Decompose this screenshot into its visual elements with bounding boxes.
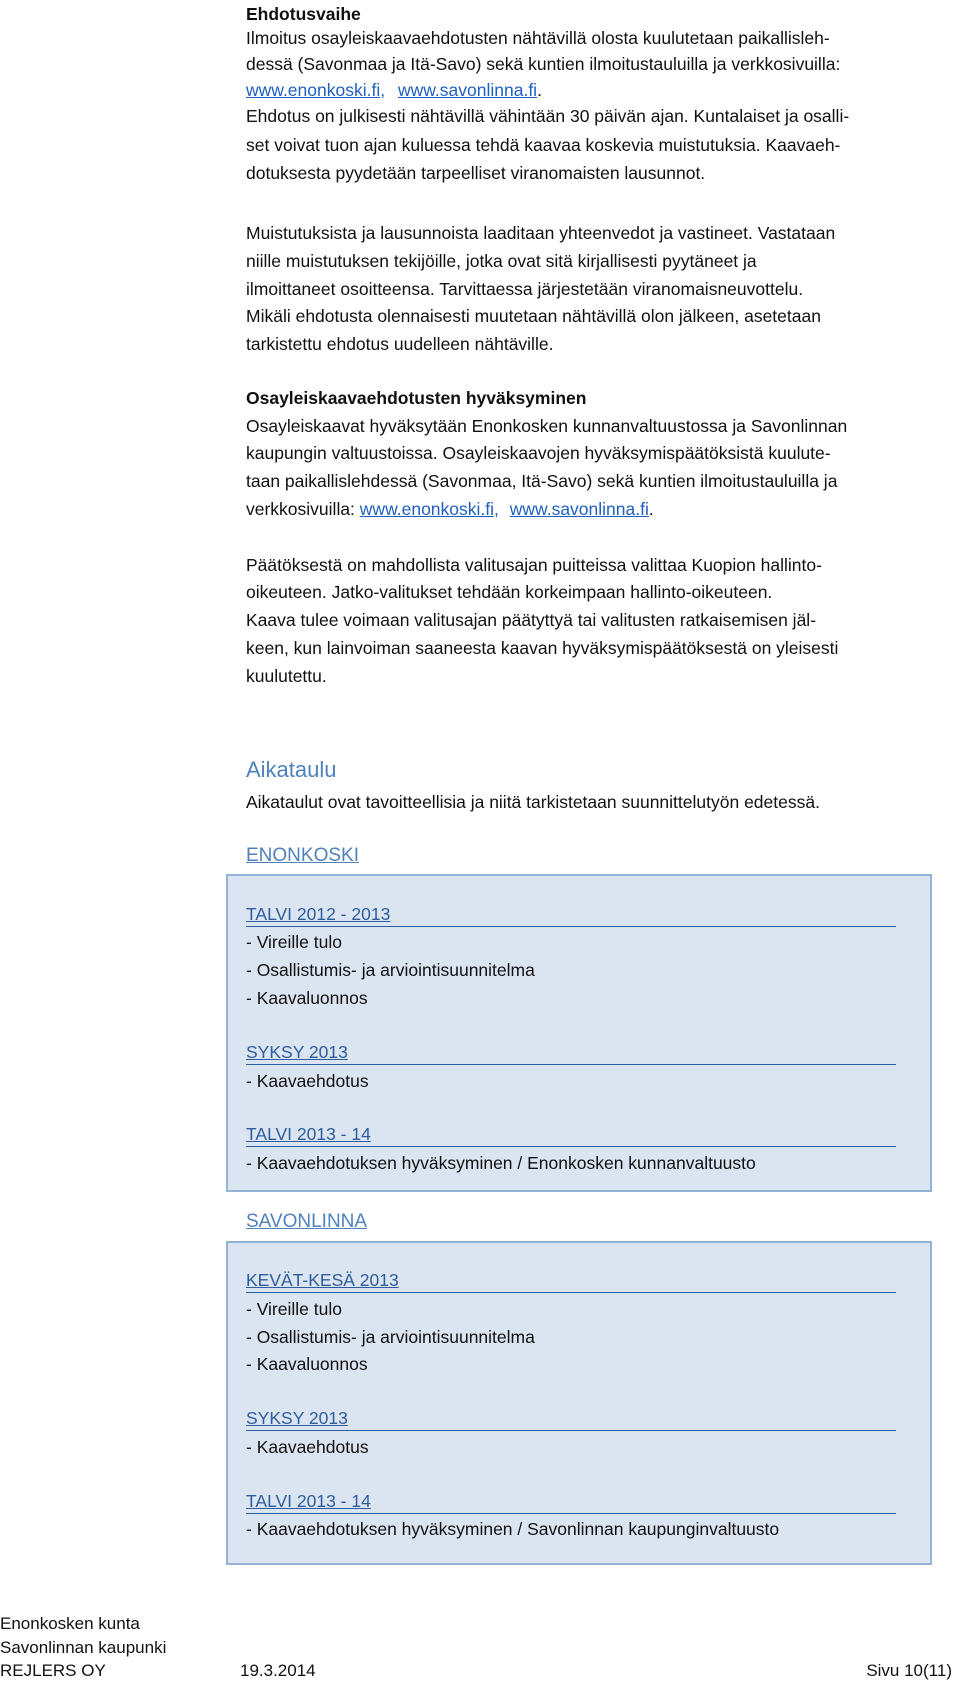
muistutus-line: Muistutuksista ja lausunnoista laaditaan yhteenvedot ja vastineet. Vastataan <box>246 223 836 243</box>
section-heading-hyvaksyminen: Osayleiskaavaehdotusten hyväksyminen <box>246 388 587 408</box>
period-item: - Vireille tulo <box>246 932 342 952</box>
footer-municipality: Enonkosken kunta <box>0 1614 140 1633</box>
enonkoski-title: ENONKOSKI <box>246 845 359 866</box>
ehdotus-line: Ilmoitus osayleiskaavaehdotusten nähtävillä olosta kuulutetaan paikallisleh- <box>246 28 830 48</box>
period-item: - Kaavaluonnos <box>246 1354 368 1374</box>
period-item: - Kaavaehdotuksen hyväksyminen / Savonlinnan kaupunginvaltuusto <box>246 1519 780 1539</box>
period-item: - Osallistumis- ja arviointisuunnitelma <box>246 960 535 980</box>
period-item: - Kaavaluonnos <box>246 988 368 1008</box>
enonkoski-link[interactable]: www.enonkoski.fi, <box>246 80 386 100</box>
paatos-line: oikeuteen. Jatko-valitukset tehdään korkeimpaan hallinto-oikeuteen. <box>246 582 773 602</box>
muistutus-line: Mikäli ehdotusta olennaisesti muutetaan nähtävillä olon jälkeen, asetetaan <box>246 306 821 326</box>
ehdotus-line: Ehdotus on julkisesti nähtävillä vähintään 30 päivän ajan. Kuntalaiset ja osalli- <box>246 106 850 126</box>
footer-city: Savonlinnan kaupunki <box>0 1638 167 1657</box>
period-label: TALVI 2012 - 2013 <box>246 902 896 927</box>
period-item: - Kaavaehdotus <box>246 1071 369 1091</box>
ehdotus-links-line: www.enonkoski.fi, www.savonlinna.fi. <box>246 80 542 100</box>
period-label: SYKSY 2013 <box>246 1040 896 1065</box>
hyvaksyminen-line: taan paikallislehdessä (Savonmaa, Itä-Savo) sekä kuntien ilmoitustauluilla ja <box>246 471 838 491</box>
footer-date: 19.3.2014 <box>240 1661 316 1680</box>
period-item: - Vireille tulo <box>246 1299 342 1319</box>
footer-page-number: Sivu 10(11) <box>866 1661 952 1680</box>
paatos-line: kuulutettu. <box>246 666 327 686</box>
paatos-line: Kaava tulee voimaan valitusajan päätyttyä tai valitusten ratkaisemisen jäl- <box>246 610 817 630</box>
schedule-intro: Aikataulut ovat tavoitteellisia ja niitä tarkistetaan suunnittelutyön edetessä. <box>246 792 820 812</box>
hyvaksyminen-line: kaupungin valtuustoissa. Osayleiskaavojen hyväksymispäätöksistä kuulute- <box>246 443 831 463</box>
ehdotus-line: dessä (Savonmaa ja Itä-Savo) sekä kuntien ilmoitustauluilla ja verkkosivuilla: <box>246 54 841 74</box>
footer-company: REJLERS OY <box>0 1661 106 1680</box>
paatos-line: keen, kun lainvoiman saaneesta kaavan hyväksymispäätöksestä on yleisesti <box>246 638 839 658</box>
muistutus-line: ilmoittaneet osoitteensa. Tarvittaessa järjestetään viranomaisneuvottelu. <box>246 279 804 299</box>
ehdotus-line: dotuksesta pyydetään tarpeelliset viranomaisten lausunnot. <box>246 163 706 183</box>
period-label: TALVI 2013 - 14 <box>246 1489 896 1514</box>
period-label: KEVÄT-KESÄ 2013 <box>246 1268 896 1293</box>
period-label: TALVI 2013 - 14 <box>246 1122 896 1147</box>
period-label: SYKSY 2013 <box>246 1406 896 1431</box>
paatos-line: Päätöksestä on mahdollista valitusajan puitteissa valittaa Kuopion hallinto- <box>246 555 822 575</box>
enonkoski-link[interactable]: www.enonkoski.fi, <box>359 499 499 519</box>
hyvaksyminen-line: Osayleiskaavat hyväksytään Enonkosken kunnanvaltuustossa ja Savonlinnan <box>246 416 848 436</box>
section-heading-ehdotusvaihe: Ehdotusvaihe <box>246 4 361 24</box>
muistutus-line: niille muistutuksen tekijöille, jotka ovat sitä kirjallisesti pyytäneet ja <box>246 251 757 271</box>
hyvaksyminen-links-line: verkkosivuilla: www.enonkoski.fi, www.savonlinna.fi. <box>246 499 654 519</box>
period-item: - Kaavaehdotus <box>246 1437 369 1457</box>
savonlinna-title: SAVONLINNA <box>246 1211 368 1232</box>
savonlinna-link[interactable]: www.savonlinna.fi <box>397 80 538 100</box>
period-item: - Kaavaehdotuksen hyväksyminen / Enonkosken kunnanvaltuusto <box>246 1153 756 1173</box>
muistutus-line: tarkistettu ehdotus uudelleen nähtäville. <box>246 334 554 354</box>
period-item: - Osallistumis- ja arviointisuunnitelma <box>246 1327 535 1347</box>
schedule-heading: Aikataulu <box>246 757 337 782</box>
savonlinna-link[interactable]: www.savonlinna.fi <box>509 499 649 519</box>
ehdotus-line: set voivat tuon ajan kuluessa tehdä kaavaa koskevia muistutuksia. Kaavaeh- <box>246 135 841 155</box>
